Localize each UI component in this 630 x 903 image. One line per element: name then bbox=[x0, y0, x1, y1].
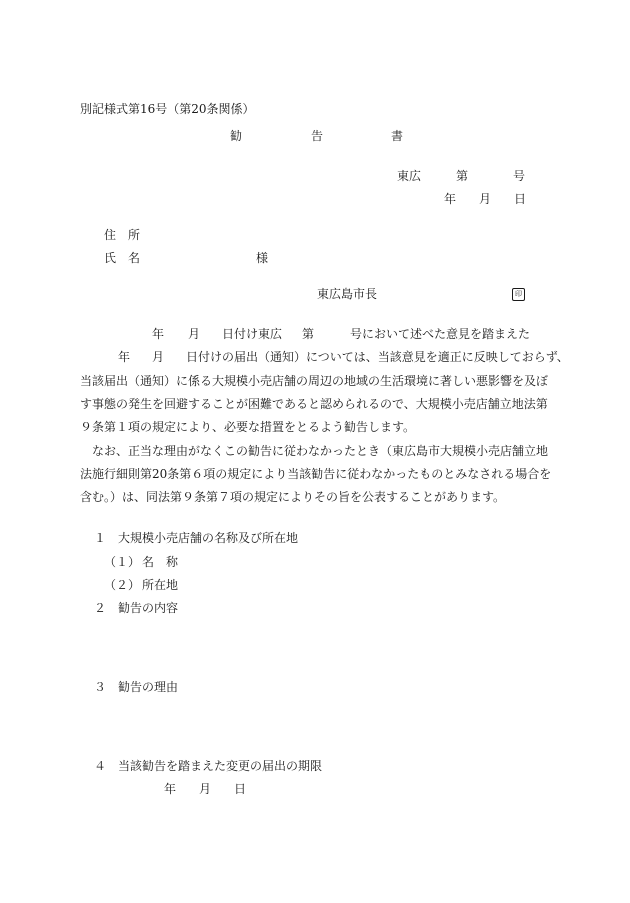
item1-2-number: （２） bbox=[104, 578, 141, 592]
body-line4: す事態の発生を回避することが困難であると認められるので、大規模小売店舗立地法第 bbox=[80, 397, 548, 411]
body-line7: 法施行細則第20条第６項の規定により当該勧告に従わなかったものとみなされる場合を bbox=[80, 467, 552, 481]
form-label: 別記様式第16号（第20条関係） bbox=[80, 102, 255, 116]
item1-label: 大規模小売店舗の名称及び所在地 bbox=[118, 531, 299, 545]
title-char-3: 書 bbox=[391, 129, 404, 143]
body-line2-month: 月 bbox=[152, 350, 165, 364]
item1-1-label: 名 称 bbox=[142, 555, 179, 569]
body-line1-dai: 第 bbox=[302, 327, 315, 341]
body-line1-year: 年 bbox=[152, 327, 165, 341]
address-label: 住 所 bbox=[104, 228, 141, 242]
item3-label: 勧告の理由 bbox=[118, 680, 179, 694]
deadline-day: 日 bbox=[234, 782, 247, 796]
item3-number: ３ bbox=[94, 680, 107, 694]
body-line8: 含む。）は、同法第９条第７項の規定によりその旨を公表することがあります。 bbox=[80, 490, 506, 504]
date-month: 月 bbox=[479, 192, 492, 206]
deadline-year: 年 bbox=[164, 782, 177, 796]
item2-label: 勧告の内容 bbox=[118, 601, 179, 615]
body-line1-month: 月 bbox=[188, 327, 201, 341]
date-day: 日 bbox=[514, 192, 527, 206]
body-line1-rest2: 号において述べた意見を踏まえた bbox=[350, 327, 531, 341]
issuer-title: 東広島市長 bbox=[317, 287, 378, 301]
seal-mark bbox=[512, 286, 525, 302]
title-char-2: 告 bbox=[311, 129, 324, 143]
title-char-1: 勧 bbox=[230, 129, 243, 143]
name-label: 氏 名 bbox=[104, 251, 141, 265]
doc-number-dai: 第 bbox=[456, 169, 469, 183]
item4-label: 当該勧告を踏まえた変更の届出の期限 bbox=[118, 759, 323, 773]
body-line5: ９条第１項の規定により、必要な措置をとるよう勧告します。 bbox=[80, 420, 416, 434]
sama-suffix: 様 bbox=[256, 251, 269, 265]
body-line3: 当該届出（通知）に係る大規模小売店舗の周辺の地域の生活環境に著しい悪影響を及ぼ bbox=[80, 374, 549, 388]
item1-number: １ bbox=[94, 531, 107, 545]
doc-number-go: 号 bbox=[513, 169, 526, 183]
item1-2-label: 所在地 bbox=[142, 578, 179, 592]
body-line6: なお、正当な理由がなくこの勧告に従わなかったとき（東広島市大規模小売店舗立地 bbox=[92, 444, 549, 458]
body-line2-rest: 日付けの届出（通知）については、当該意見を適正に反映しておらず、 bbox=[186, 350, 569, 364]
item4-number: ４ bbox=[94, 759, 107, 773]
body-line2-year: 年 bbox=[118, 350, 131, 364]
item2-number: ２ bbox=[94, 601, 107, 615]
seal-icon: 印 bbox=[512, 288, 525, 301]
doc-number-prefix: 東広 bbox=[397, 169, 422, 183]
body-line1-rest1: 日付け東広 bbox=[222, 327, 283, 341]
deadline-month: 月 bbox=[199, 782, 212, 796]
date-year: 年 bbox=[444, 192, 457, 206]
item1-1-number: （１） bbox=[104, 555, 141, 569]
